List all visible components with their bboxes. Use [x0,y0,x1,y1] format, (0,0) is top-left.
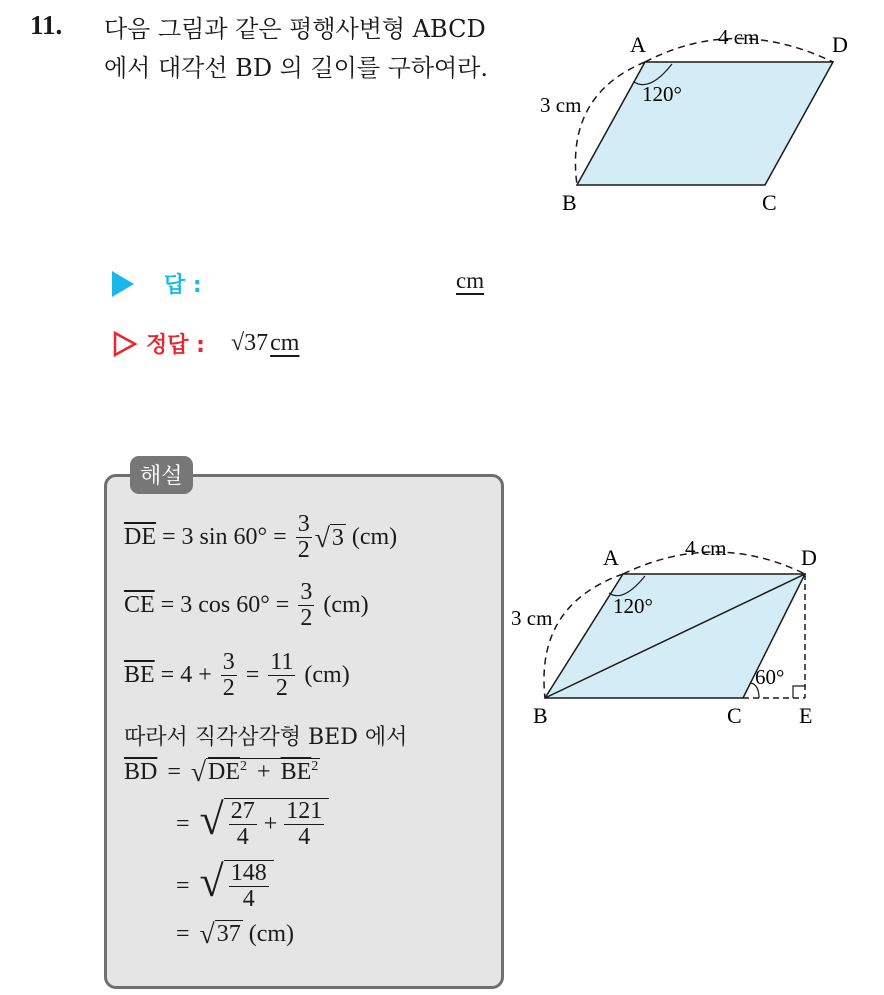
exponent: 2 [311,759,319,774]
correct-unit: cm [270,330,300,356]
solution-line-4: 따라서 직각삼각형 BED 에서 [124,725,408,750]
numerator: 3 [222,649,235,675]
vertex-b-label: B [533,703,548,728]
numerator: 148 [230,860,267,886]
angle-a-label: 120° [613,594,653,618]
fraction [268,650,295,701]
solution-line-6 [176,795,329,851]
vertex-c-label: C [762,190,777,215]
square-root: √ $\frac{27}{4}$ + $\frac{121}{4}$ [200,798,330,850]
numerator: 27 [230,798,255,824]
answer-unit: cm [456,268,485,293]
vertex-d-label: D [801,545,817,570]
denominator: 2 [300,605,313,632]
solution-line-3 [124,650,350,701]
segment-be: $\overline{BE}$ [280,759,312,785]
segment-de: DE [208,759,241,785]
vertex-a-label: A [630,32,646,57]
denominator: 2 [222,675,235,702]
line3-expression: = 4 + [160,662,212,689]
question-text: 다음 그림과 같은 평행사변형 ABCD 에서 대각선 BD 의 길이를 구하여라. [104,15,489,82]
fraction [284,799,324,850]
vertex-d-label: D [832,32,848,57]
top-side-length: 4 cm [685,536,727,560]
segment-be: $\overline{BE}$ [124,662,155,689]
fraction [229,799,257,850]
numerator: 3 [297,511,310,537]
line1-expression: = 3 sin 60° = [162,524,287,551]
solution-line-2 [124,580,369,631]
line2-expression: = 3 cos 60° = [160,592,290,619]
square-root: √ 37 [199,918,241,949]
question-number: 11. [30,10,63,40]
numerator: 121 [286,798,323,824]
vertex-b-label: B [562,190,577,215]
vertex-e-label: E [799,703,813,728]
angle-c-label: 60° [755,665,785,689]
solution-line-5 [124,758,320,786]
segment-bd: $\overline{BD}$ [124,758,158,785]
unit: (cm) [323,592,369,619]
unit: (cm) [304,662,350,689]
solution-tag: 해설 [130,456,193,494]
fraction [221,650,237,701]
denominator: 2 [275,675,288,702]
equals-sign: = [176,872,190,899]
solution-line-7 [176,857,274,913]
parallelogram-shape [577,62,833,185]
square-root: √ $\frac{148}{4}$ [200,860,274,912]
solution-figure [505,535,845,735]
solution-line-1 [124,512,397,563]
square-root: √ 3 [314,521,344,553]
equals-sign: = [167,758,181,785]
equals-sign: = [245,662,260,689]
answer-label: 답 : [164,273,202,298]
parallelogram-figure [520,20,860,220]
square-root: √ $DE^2 + \overline{BE}^2$ [190,756,319,787]
vertex-c-label: C [727,703,742,728]
plus-sign: + [263,811,278,838]
unit: (cm) [248,920,295,947]
correct-answer-row [112,328,299,359]
answer-arrow-icon [112,271,134,297]
denominator: 2 [297,537,310,564]
radicand: 3 [331,524,344,551]
exponent: 2 [240,759,248,774]
vertex-a-label: A [603,545,619,570]
numerator: 11 [270,649,294,675]
plus-sign: + [257,759,271,785]
equals-sign: = [176,810,190,837]
radicand: 37 [216,921,241,947]
fraction [298,580,314,631]
left-side-length: 3 cm [540,93,582,117]
solution-line-8 [176,920,294,948]
denominator: 4 [242,886,255,913]
equals-sign: = [176,920,190,947]
fraction [296,512,312,563]
right-angle-mark [793,686,805,698]
segment-de: $\overline{DE}$ [124,524,156,551]
numerator: 3 [300,579,313,605]
angle-label: 120° [642,82,682,106]
segment-ce: $\overline{CE}$ [124,592,155,619]
left-side-length: 3 cm [511,606,553,630]
denominator: 4 [298,824,311,851]
correct-label: 정답 : [146,333,205,358]
unit: (cm) [351,524,398,551]
fraction [229,861,269,912]
denominator: 4 [236,824,249,851]
answer-row [112,268,202,299]
correct-value: √37 [230,330,269,356]
correct-arrow-icon [112,330,138,358]
top-side-length: 4 cm [718,25,760,49]
